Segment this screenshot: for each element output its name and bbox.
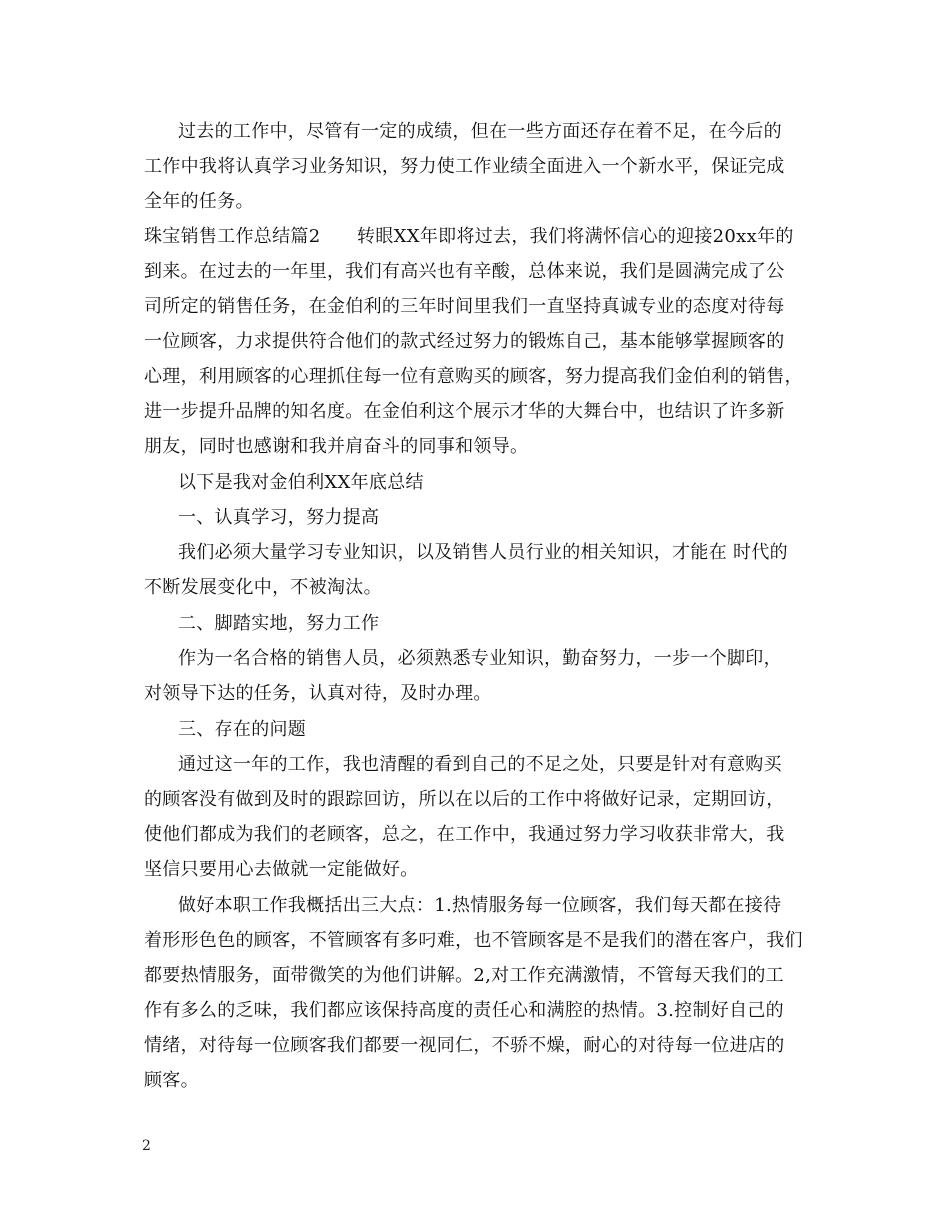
paragraph-line: 着形形色色的顾客，不管顾客有多叼难，也不管顾客是不是我们的潜在客户，我们 [144, 930, 803, 951]
paragraph-line: 坚信只要用心去做就一定能做好。 [144, 859, 419, 880]
paragraph-line: 对领导下达的任务，认真对待，及时办理。 [144, 683, 492, 704]
paragraph-line: 我们必须大量学习专业知识，以及销售人员行业的相关知识，才能在 时代的 [178, 542, 788, 563]
heading-problems: 三、存在的问题 [178, 719, 307, 740]
paragraph-line: 工作中我将认真学习业务知识，努力使工作业绩全面进入一个新水平，保证完成 [144, 156, 785, 177]
paragraph-line: 作为一名合格的销售人员，必须熟悉专业知识，勤奋努力，一步一个脚印， [178, 648, 782, 669]
paragraph-line: 司所定的销售任务，在金伯利的三年时间里我们一直坚持真诚专业的态度对待每 [144, 296, 785, 317]
section-title-line: 珠宝销售工作总结篇2 转眼XX年即将过去，我们将满怀信心的迎接20xx年的 [144, 226, 794, 247]
paragraph-line: 情绪，对待每一位顾客我们都要一视同仁，不骄不燥，耐心的对待每一位进店的 [144, 1035, 785, 1056]
heading-work: 二、脚踏实地，努力工作 [178, 613, 380, 634]
paragraph-line: 做好本职工作我概括出三大点：1.热情服务每一位顾客，我们每天都在接待 [178, 895, 782, 916]
paragraph-line: 使他们都成为我们的老顾客，总之，在工作中，我通过努力学习收获非常大，我 [144, 824, 785, 845]
paragraph-line: 不断发展变化中，不被淘汰。 [144, 577, 382, 598]
heading-study: 一、认真学习，努力提高 [178, 507, 380, 528]
paragraph-line: 进一步提升品牌的知名度。在金伯利这个展示才华的大舞台中，也结识了许多新 [144, 401, 785, 422]
paragraph-line: 心理，利用顾客的心理抓住每一位有意购买的顾客，努力提高我们金伯利的销售， [144, 366, 803, 387]
paragraph-line: 到来。在过去的一年里，我们有高兴也有辛酸，总体来说，我们是圆满完成了公 [144, 261, 785, 282]
paragraph-line: 顾客。 [144, 1070, 199, 1091]
paragraph-line: 全年的任务。 [144, 191, 254, 212]
paragraph-line: 一位顾客，力求提供符合他们的款式经过努力的锻炼自己，基本能够掌握顾客的 [144, 331, 785, 352]
paragraph-line: 的顾客没有做到及时的跟踪回访，所以在以后的工作中将做好记录，定期回访， [144, 789, 785, 810]
paragraph-line: 通过这一年的工作，我也清醒的看到自己的不足之处，只要是针对有意购买 [178, 754, 782, 775]
paragraph-line: 过去的工作中，尽管有一定的成绩，但在一些方面还存在着不足，在今后的 [178, 121, 782, 142]
page-number: 2 [142, 1138, 151, 1154]
summary-intro-line: 以下是我对金伯利XX年底总结 [178, 472, 424, 493]
paragraph-line: 朋友，同时也感谢和我并肩奋斗的同事和领导。 [144, 436, 529, 457]
paragraph-line: 都要热情服务，面带微笑的为他们讲解。2,对工作充满激情，不管每天我们的工 [144, 965, 784, 986]
paragraph-line: 作有多么的乏味，我们都应该保持高度的责任心和满腔的热情。3.控制好自己的 [144, 1000, 784, 1021]
